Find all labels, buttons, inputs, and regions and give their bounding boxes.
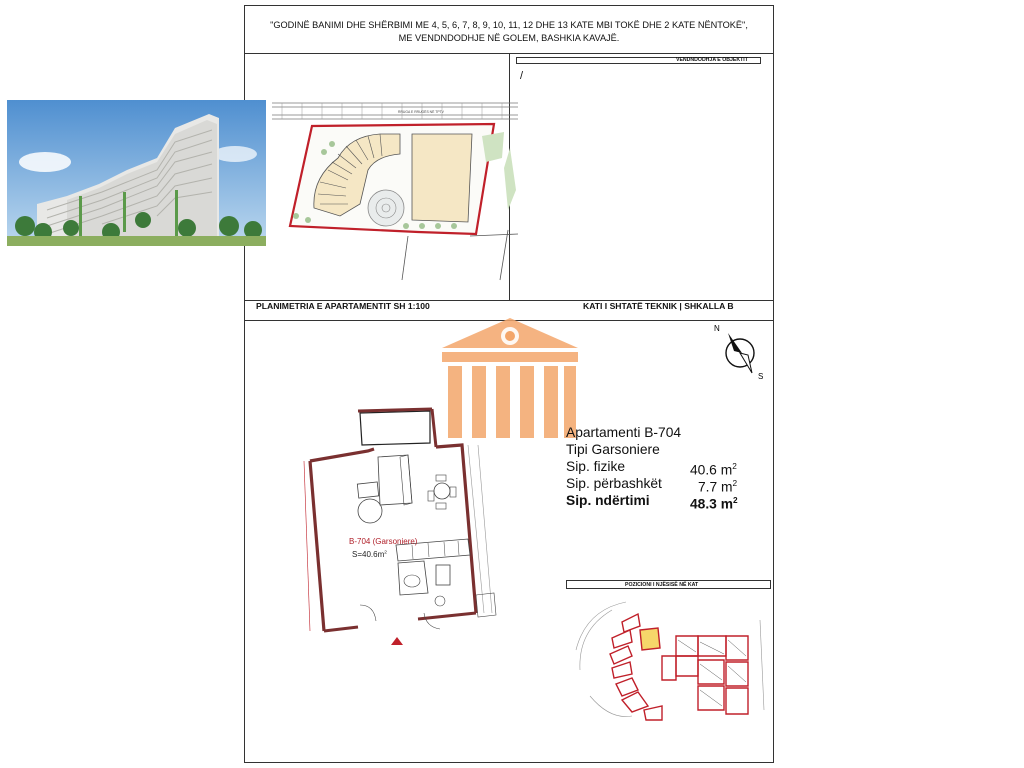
site-plan-mark: / [520, 70, 524, 82]
area-value: 7.7 $m^2$ [698, 479, 738, 495]
site-plan-drawing [272, 58, 518, 286]
area-label: Sip. përbashkët [566, 476, 662, 491]
north-arrow-icon [712, 323, 768, 379]
project-title-line1: "GODINË BANIMI DHE SHËRBIMI ME 4, 5, 6, 7, 8, 9, 10, 11, 12 DHE 13 KATE MBI TOKË DHE 2 KATE NËNTOKË", [270, 20, 748, 30]
building-render-image [7, 100, 266, 246]
plan-title-left: PLANIMETRIA E APARTAMENTIT SH 1:100 [256, 301, 430, 311]
area-row-shared [566, 475, 766, 495]
area-value: 48.3 $m^2$ [690, 496, 738, 512]
project-title-line2: ME VENDNDODHJE NË GOLEM, BASHKIA KAVAJË. [398, 33, 620, 43]
apartment-info [566, 424, 766, 512]
unit-label: B-704 (Garsoniere) [349, 537, 418, 546]
compass-south: S [758, 372, 764, 379]
area-row-built [566, 492, 766, 512]
apartment-type: Tipi Garsoniere [566, 442, 660, 457]
compass-north: N [714, 324, 720, 333]
area-value: 40.6 $m^2$ [690, 462, 737, 478]
plan-title-right: KATI I SHTATË TEKNIK | SHKALLA B [583, 301, 734, 311]
area-label: Sip. fizike [566, 459, 626, 474]
area-label: Sip. ndërtimi [566, 493, 650, 508]
road-label: RRUGA E RRUGËS NË TPTV [398, 110, 444, 114]
floor-key-plan [566, 590, 771, 725]
key-plan-label: POZICIONI I NJËSISË NË KAT [625, 582, 699, 588]
project-title-block [245, 6, 773, 54]
site-plan-label: VENDNDODHJA E OBJEKTIT [676, 57, 748, 63]
unit-area: $S=40.6m^2$ [352, 550, 387, 559]
apartment-floor-plan [300, 405, 500, 650]
area-row-physical [566, 458, 766, 478]
apartment-name: Apartamenti B-704 [566, 425, 682, 440]
